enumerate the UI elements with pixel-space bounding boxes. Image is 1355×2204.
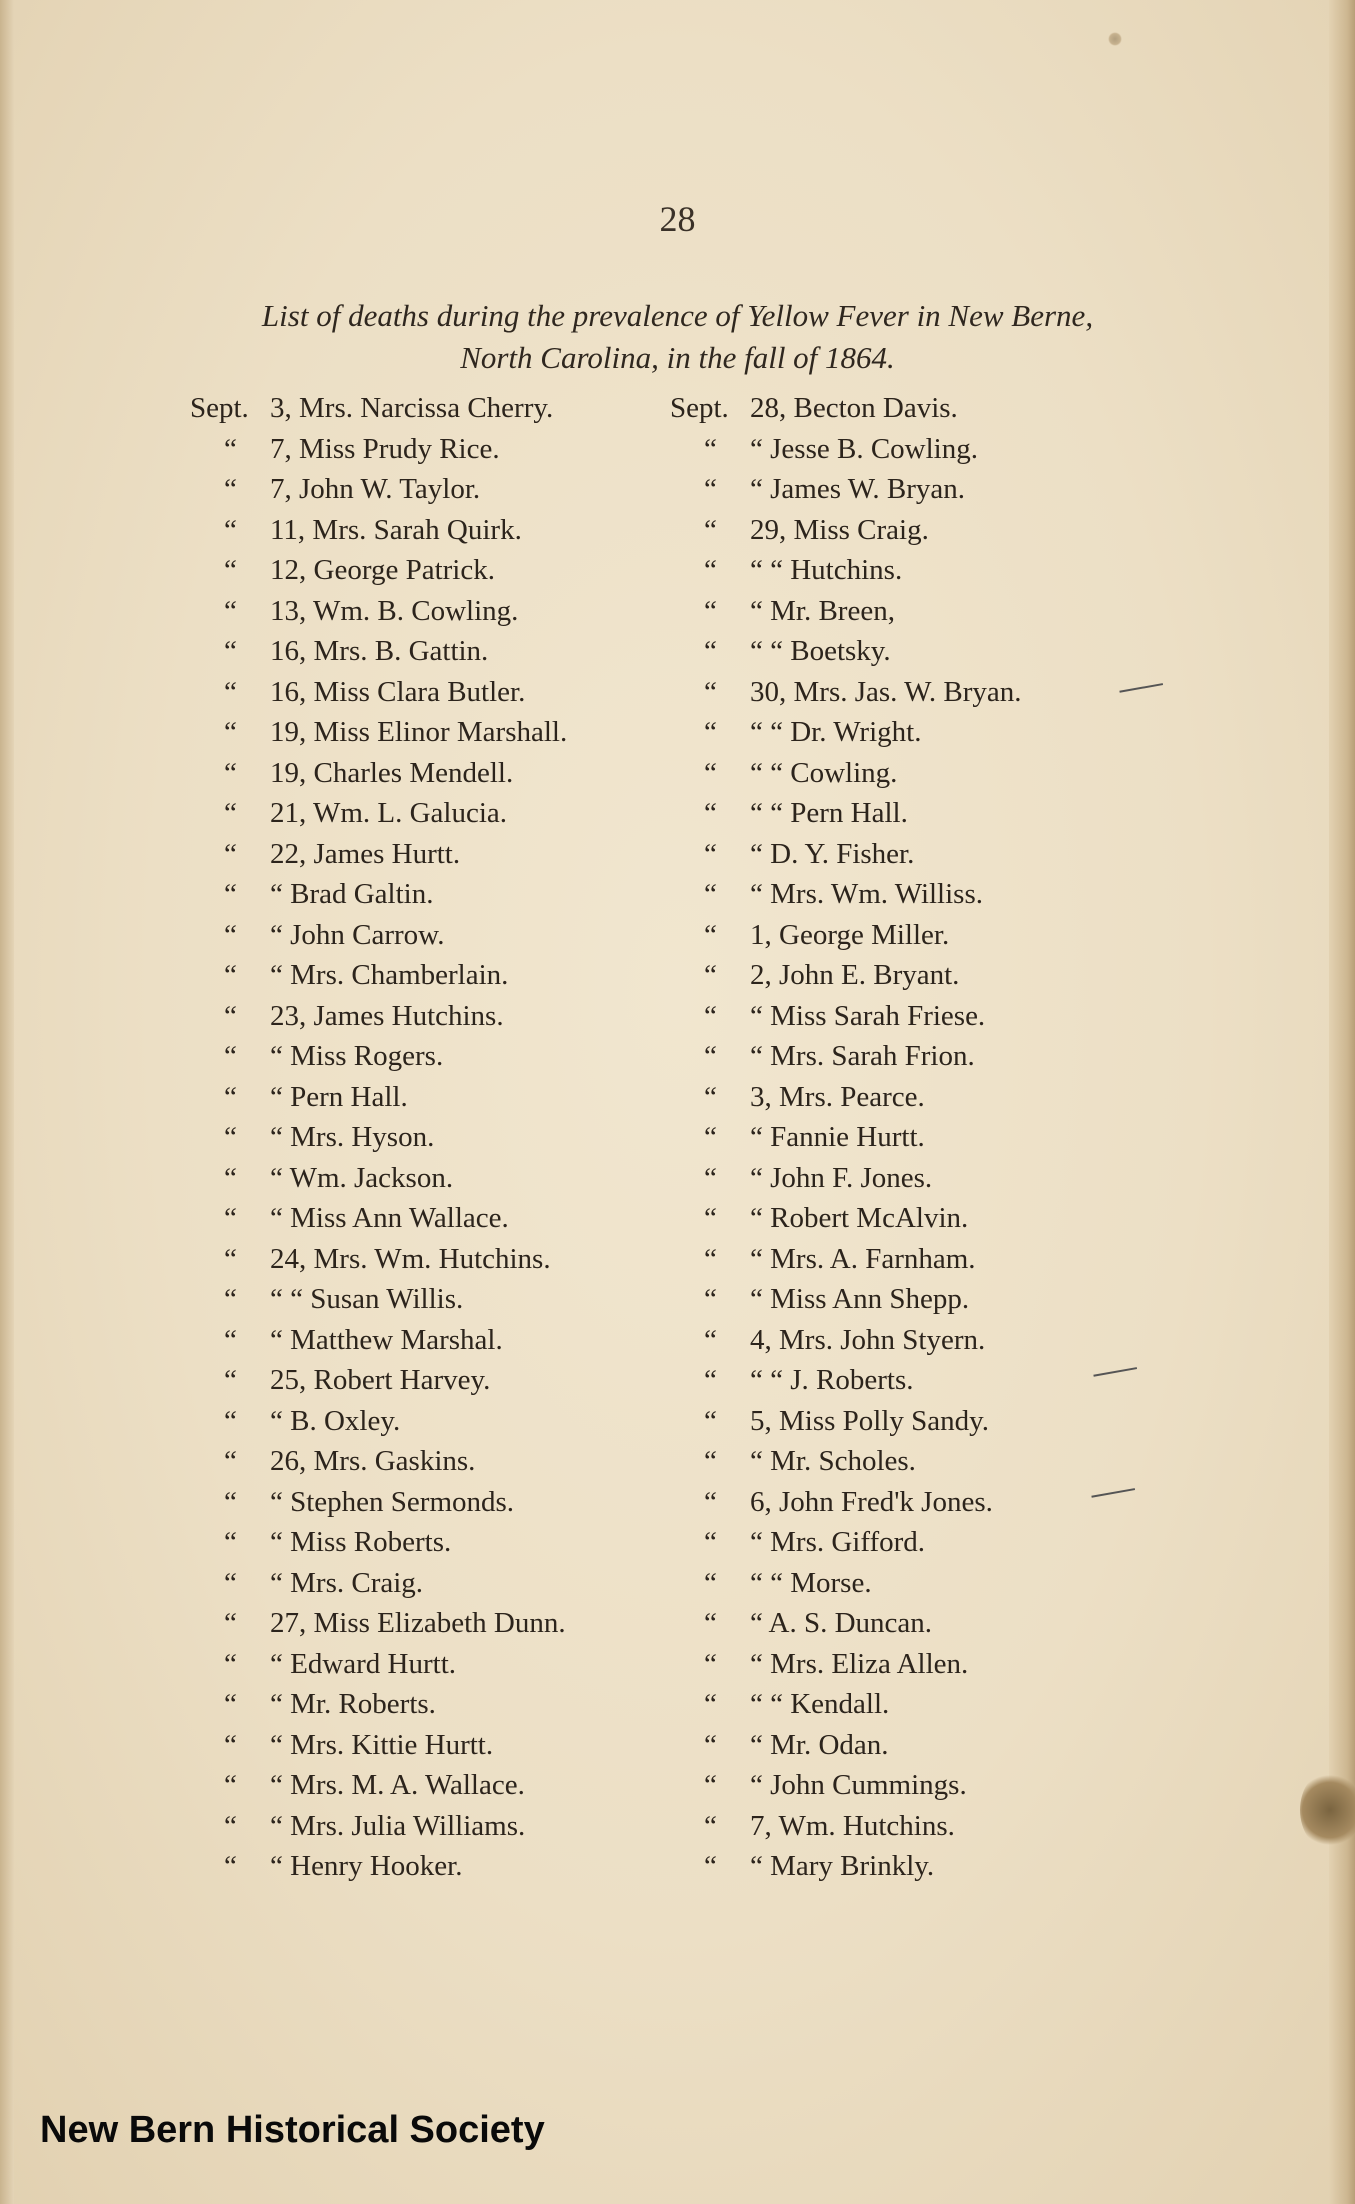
list-item: [190, 955, 670, 996]
death-entry: “ Robert McAlvin.: [750, 1202, 969, 1234]
month-prefix: “: [704, 675, 717, 708]
month-prefix: “: [704, 1040, 717, 1072]
list-item: [190, 1239, 670, 1280]
death-entry: 1, George Miller.: [750, 918, 950, 951]
month-prefix: “: [704, 1566, 717, 1599]
death-entry: 21, Wm. L. Galucia.: [270, 797, 508, 829]
death-entry: “ Mr. Breen,: [750, 594, 895, 627]
month-prefix: “: [224, 1040, 237, 1072]
death-entry: “ Mrs. Kittie Hurtt.: [270, 1728, 494, 1761]
left-column-list: [190, 388, 670, 1887]
death-entry: “ Mrs. A. Farnham.: [750, 1242, 976, 1275]
month-prefix: “: [704, 1607, 717, 1639]
month-prefix: “: [704, 716, 717, 748]
death-entry: “ Mrs. Craig.: [270, 1566, 424, 1599]
death-entry: 26, Mrs. Gaskins.: [270, 1445, 476, 1477]
month-prefix: “: [704, 1080, 717, 1113]
month-prefix: Sept.: [670, 392, 729, 424]
death-entry: “ Miss Ann Wallace.: [270, 1202, 509, 1234]
month-prefix: “: [704, 999, 717, 1032]
month-prefix: “: [224, 716, 237, 748]
list-item: [670, 429, 1130, 470]
month-prefix: “: [224, 1080, 237, 1113]
page-edge-left: [0, 0, 14, 2204]
list-item: [190, 469, 670, 510]
death-entry: 22, James Hurtt.: [270, 837, 461, 870]
death-entry: “ D. Y. Fisher.: [750, 837, 915, 870]
month-prefix: “: [224, 473, 237, 505]
month-prefix: “: [704, 1323, 717, 1356]
month-prefix: “: [704, 1769, 717, 1801]
list-item: [190, 753, 670, 794]
list-item: [190, 1360, 670, 1401]
list-item: [190, 1684, 670, 1725]
month-prefix: “: [704, 1404, 717, 1437]
death-entry: “ Miss Sarah Friese.: [750, 999, 986, 1032]
list-item: [670, 1846, 1130, 1887]
death-entry: “ Mary Brinkly.: [750, 1850, 935, 1882]
death-entry: “ Miss Ann Shepp.: [750, 1283, 970, 1315]
month-prefix: “: [704, 959, 717, 991]
list-item: [190, 1846, 670, 1887]
list-item: [670, 1765, 1130, 1806]
right-column-list: [670, 388, 1130, 1887]
month-prefix: “: [224, 1404, 237, 1437]
month-prefix: “: [704, 1445, 717, 1477]
list-item: [670, 1482, 1130, 1523]
month-prefix: “: [224, 513, 237, 546]
month-prefix: “: [704, 1121, 717, 1153]
list-item: [670, 874, 1130, 915]
month-prefix: “: [704, 837, 717, 870]
month-prefix: “: [704, 878, 717, 910]
list-item: [190, 996, 670, 1037]
month-prefix: “: [704, 1728, 717, 1761]
list-item: [670, 955, 1130, 996]
death-entry: “ “ Susan Willis.: [270, 1283, 464, 1315]
list-item: [190, 1765, 670, 1806]
list-item: [190, 672, 670, 713]
list-item: [190, 1482, 670, 1523]
month-prefix: “: [704, 1364, 717, 1396]
death-entry: 29, Miss Craig.: [750, 513, 929, 546]
list-item: [670, 510, 1130, 551]
list-item: [670, 1563, 1130, 1604]
death-entry: 28, Becton Davis.: [750, 392, 958, 424]
list-item: [670, 1360, 1130, 1401]
month-prefix: “: [224, 1121, 237, 1153]
list-item: [190, 388, 670, 429]
death-entry: 25, Robert Harvey.: [270, 1364, 491, 1396]
death-entry: “ Mrs. Eliza Allen.: [750, 1647, 969, 1680]
death-entry: “ B. Oxley.: [270, 1404, 401, 1437]
death-entry: “ Brad Galtin.: [270, 878, 434, 910]
title-line-2: North Carolina, in the fall of 1864.: [460, 340, 895, 375]
month-prefix: “: [224, 1323, 237, 1356]
list-item: [190, 429, 670, 470]
list-item: [190, 1077, 670, 1118]
death-entry: 11, Mrs. Sarah Quirk.: [270, 513, 522, 546]
list-item: [190, 712, 670, 753]
paper-spot: [1108, 32, 1122, 46]
list-item: [670, 1239, 1130, 1280]
death-entry: “ Mr. Scholes.: [750, 1445, 916, 1477]
list-item: [190, 1441, 670, 1482]
list-item: [190, 874, 670, 915]
list-item: [670, 1441, 1130, 1482]
death-entry: 19, Charles Mendell.: [270, 756, 514, 789]
month-prefix: “: [224, 797, 237, 829]
death-entry: 27, Miss Elizabeth Dunn.: [270, 1607, 566, 1639]
month-prefix: “: [704, 1809, 717, 1842]
month-prefix: “: [704, 1850, 717, 1882]
death-entry: “ John Cummings.: [750, 1769, 967, 1801]
list-item: [190, 1603, 670, 1644]
month-prefix: “: [224, 918, 237, 951]
list-item: [190, 1522, 670, 1563]
death-entry: “ “ Dr. Wright.: [750, 716, 922, 748]
death-entry: “ Mrs. Sarah Frion.: [750, 1040, 975, 1072]
month-prefix: “: [224, 1809, 237, 1842]
list-item: [670, 1117, 1130, 1158]
list-item: [190, 915, 670, 956]
list-item: [190, 510, 670, 551]
death-entry: 6, John Fred'k Jones.: [750, 1485, 993, 1518]
death-entry: “ Edward Hurtt.: [270, 1647, 457, 1680]
month-prefix: “: [224, 635, 237, 667]
month-prefix: “: [224, 1566, 237, 1599]
death-entry: “ Fannie Hurtt.: [750, 1121, 925, 1153]
month-prefix: “: [224, 554, 237, 586]
list-item: [670, 793, 1130, 834]
death-entry: “ Mr. Roberts.: [270, 1688, 436, 1720]
death-entry: 16, Mrs. B. Gattin.: [270, 635, 489, 667]
month-prefix: “: [704, 554, 717, 586]
list-item: [670, 996, 1130, 1037]
death-entry: 24, Mrs. Wm. Hutchins.: [270, 1242, 551, 1275]
death-entry: 3, Mrs. Pearce.: [750, 1080, 925, 1113]
death-entry: “ “ Cowling.: [750, 756, 898, 789]
death-entry: “ Stephen Sermonds.: [270, 1485, 515, 1518]
list-item: [190, 1117, 670, 1158]
list-item: [190, 1806, 670, 1847]
list-item: [670, 1644, 1130, 1685]
death-entry: “ Jesse B. Cowling.: [750, 432, 978, 465]
month-prefix: “: [704, 756, 717, 789]
list-item: [670, 550, 1130, 591]
month-prefix: “: [224, 1769, 237, 1801]
death-entry: “ “ Hutchins.: [750, 554, 903, 586]
document-title: [120, 295, 1235, 379]
month-prefix: “: [224, 1607, 237, 1639]
month-prefix: “: [704, 635, 717, 667]
month-prefix: Sept.: [190, 392, 249, 424]
month-prefix: “: [704, 1647, 717, 1680]
death-entry: 3, Mrs. Narcissa Cherry.: [270, 392, 554, 424]
death-entry: “ “ Boetsky.: [750, 635, 891, 667]
list-item: [670, 1684, 1130, 1725]
list-item: [190, 1279, 670, 1320]
month-prefix: “: [704, 1283, 717, 1315]
death-entry: “ Mrs. Gifford.: [750, 1526, 926, 1558]
month-prefix: “: [224, 1728, 237, 1761]
month-prefix: “: [704, 1242, 717, 1275]
death-entry: “ Mr. Odan.: [750, 1728, 889, 1761]
month-prefix: “: [704, 594, 717, 627]
page-edge-right: [1329, 0, 1355, 2204]
list-item: [670, 1603, 1130, 1644]
month-prefix: “: [704, 432, 717, 465]
death-entry: “ John Carrow.: [270, 918, 445, 951]
title-line-1: List of deaths during the prevalence of Yellow Fever in New Berne,: [261, 298, 1094, 333]
list-item: [670, 1279, 1130, 1320]
month-prefix: “: [224, 1202, 237, 1234]
month-prefix: “: [224, 1242, 237, 1275]
death-entry: “ Miss Rogers.: [270, 1040, 444, 1072]
month-prefix: “: [704, 797, 717, 829]
death-entry: 4, Mrs. John Styern.: [750, 1323, 986, 1356]
list-item: [190, 591, 670, 632]
list-item: [190, 1401, 670, 1442]
death-entry: “ Mrs. Chamberlain.: [270, 959, 509, 991]
list-item: [190, 1036, 670, 1077]
death-entry: “ Mrs. M. A. Wallace.: [270, 1769, 525, 1801]
death-entry: 23, James Hutchins.: [270, 999, 504, 1032]
watermark-credit: New Bern Historical Society: [40, 2109, 545, 2151]
death-entry: 19, Miss Elinor Marshall.: [270, 716, 568, 748]
month-prefix: “: [224, 1283, 237, 1315]
month-prefix: “: [224, 1364, 237, 1396]
list-item: [670, 631, 1130, 672]
month-prefix: “: [224, 675, 237, 708]
month-prefix: “: [224, 999, 237, 1032]
page-number: 28: [659, 199, 696, 239]
death-entry: 12, George Patrick.: [270, 554, 495, 586]
list-item: [190, 1198, 670, 1239]
death-entry: “ “ Morse.: [750, 1566, 872, 1599]
month-prefix: “: [224, 1445, 237, 1477]
death-entry: “ Wm. Jackson.: [270, 1161, 454, 1194]
month-prefix: “: [704, 473, 717, 505]
month-prefix: “: [704, 513, 717, 546]
death-entry: 30, Mrs. Jas. W. Bryan.: [750, 675, 1022, 708]
list-item: [190, 550, 670, 591]
paper-damage-stain: [1300, 1770, 1355, 1850]
death-entry: “ John F. Jones.: [750, 1161, 933, 1194]
list-item: [670, 712, 1130, 753]
list-item: [670, 1158, 1130, 1199]
list-item: [670, 915, 1130, 956]
death-entry: “ “ Kendall.: [750, 1688, 890, 1720]
list-item: [190, 1725, 670, 1766]
death-entry: “ Mrs. Hyson.: [270, 1121, 435, 1153]
death-entry: “ Pern Hall.: [270, 1080, 408, 1113]
month-prefix: “: [224, 1485, 237, 1518]
list-item: [670, 1036, 1130, 1077]
month-prefix: “: [704, 1202, 717, 1234]
death-entry: “ Matthew Marshal.: [270, 1323, 503, 1356]
list-item: [190, 834, 670, 875]
death-entry: “ Mrs. Julia Williams.: [270, 1809, 526, 1842]
list-item: [670, 672, 1130, 713]
list-item: [670, 388, 1130, 429]
month-prefix: “: [704, 1688, 717, 1720]
month-prefix: “: [224, 594, 237, 627]
death-entry: “ A. S. Duncan.: [750, 1607, 933, 1639]
death-entry: 13, Wm. B. Cowling.: [270, 594, 519, 627]
list-item: [670, 1198, 1130, 1239]
month-prefix: “: [224, 1526, 237, 1558]
month-prefix: “: [224, 1647, 237, 1680]
month-prefix: “: [224, 1688, 237, 1720]
death-entry: “ James W. Bryan.: [750, 473, 966, 505]
death-entry: 16, Miss Clara Butler.: [270, 675, 526, 708]
death-entry: 7, John W. Taylor.: [270, 473, 481, 505]
death-entry: 5, Miss Polly Sandy.: [750, 1404, 990, 1437]
death-entry: 7, Miss Prudy Rice.: [270, 432, 500, 465]
death-entry: 7, Wm. Hutchins.: [750, 1809, 955, 1842]
death-entry: “ “ Pern Hall.: [750, 797, 908, 829]
death-entry: 2, John E. Bryant.: [750, 959, 960, 991]
month-prefix: “: [704, 1485, 717, 1518]
death-entry: “ “ J. Roberts.: [750, 1364, 914, 1396]
month-prefix: “: [224, 756, 237, 789]
list-item: [190, 631, 670, 672]
list-item: [670, 591, 1130, 632]
month-prefix: “: [704, 1161, 717, 1194]
month-prefix: “: [224, 432, 237, 465]
list-item: [190, 1320, 670, 1361]
month-prefix: “: [224, 959, 237, 991]
list-item: [670, 834, 1130, 875]
list-item: [670, 1320, 1130, 1361]
list-item: [670, 1522, 1130, 1563]
month-prefix: “: [224, 837, 237, 870]
month-prefix: “: [704, 1526, 717, 1558]
death-entry: “ Miss Roberts.: [270, 1526, 452, 1558]
list-item: [190, 1644, 670, 1685]
death-entry: “ Mrs. Wm. Williss.: [750, 878, 983, 910]
list-item: [670, 1401, 1130, 1442]
list-item: [670, 753, 1130, 794]
list-item: [190, 1563, 670, 1604]
list-item: [670, 1725, 1130, 1766]
month-prefix: “: [704, 918, 717, 951]
list-item: [670, 469, 1130, 510]
death-entry: “ Henry Hooker.: [270, 1850, 463, 1882]
list-item: [670, 1077, 1130, 1118]
month-prefix: “: [224, 1161, 237, 1194]
list-item: [190, 793, 670, 834]
month-prefix: “: [224, 878, 237, 910]
month-prefix: “: [224, 1850, 237, 1882]
list-item: [670, 1806, 1130, 1847]
list-item: [190, 1158, 670, 1199]
